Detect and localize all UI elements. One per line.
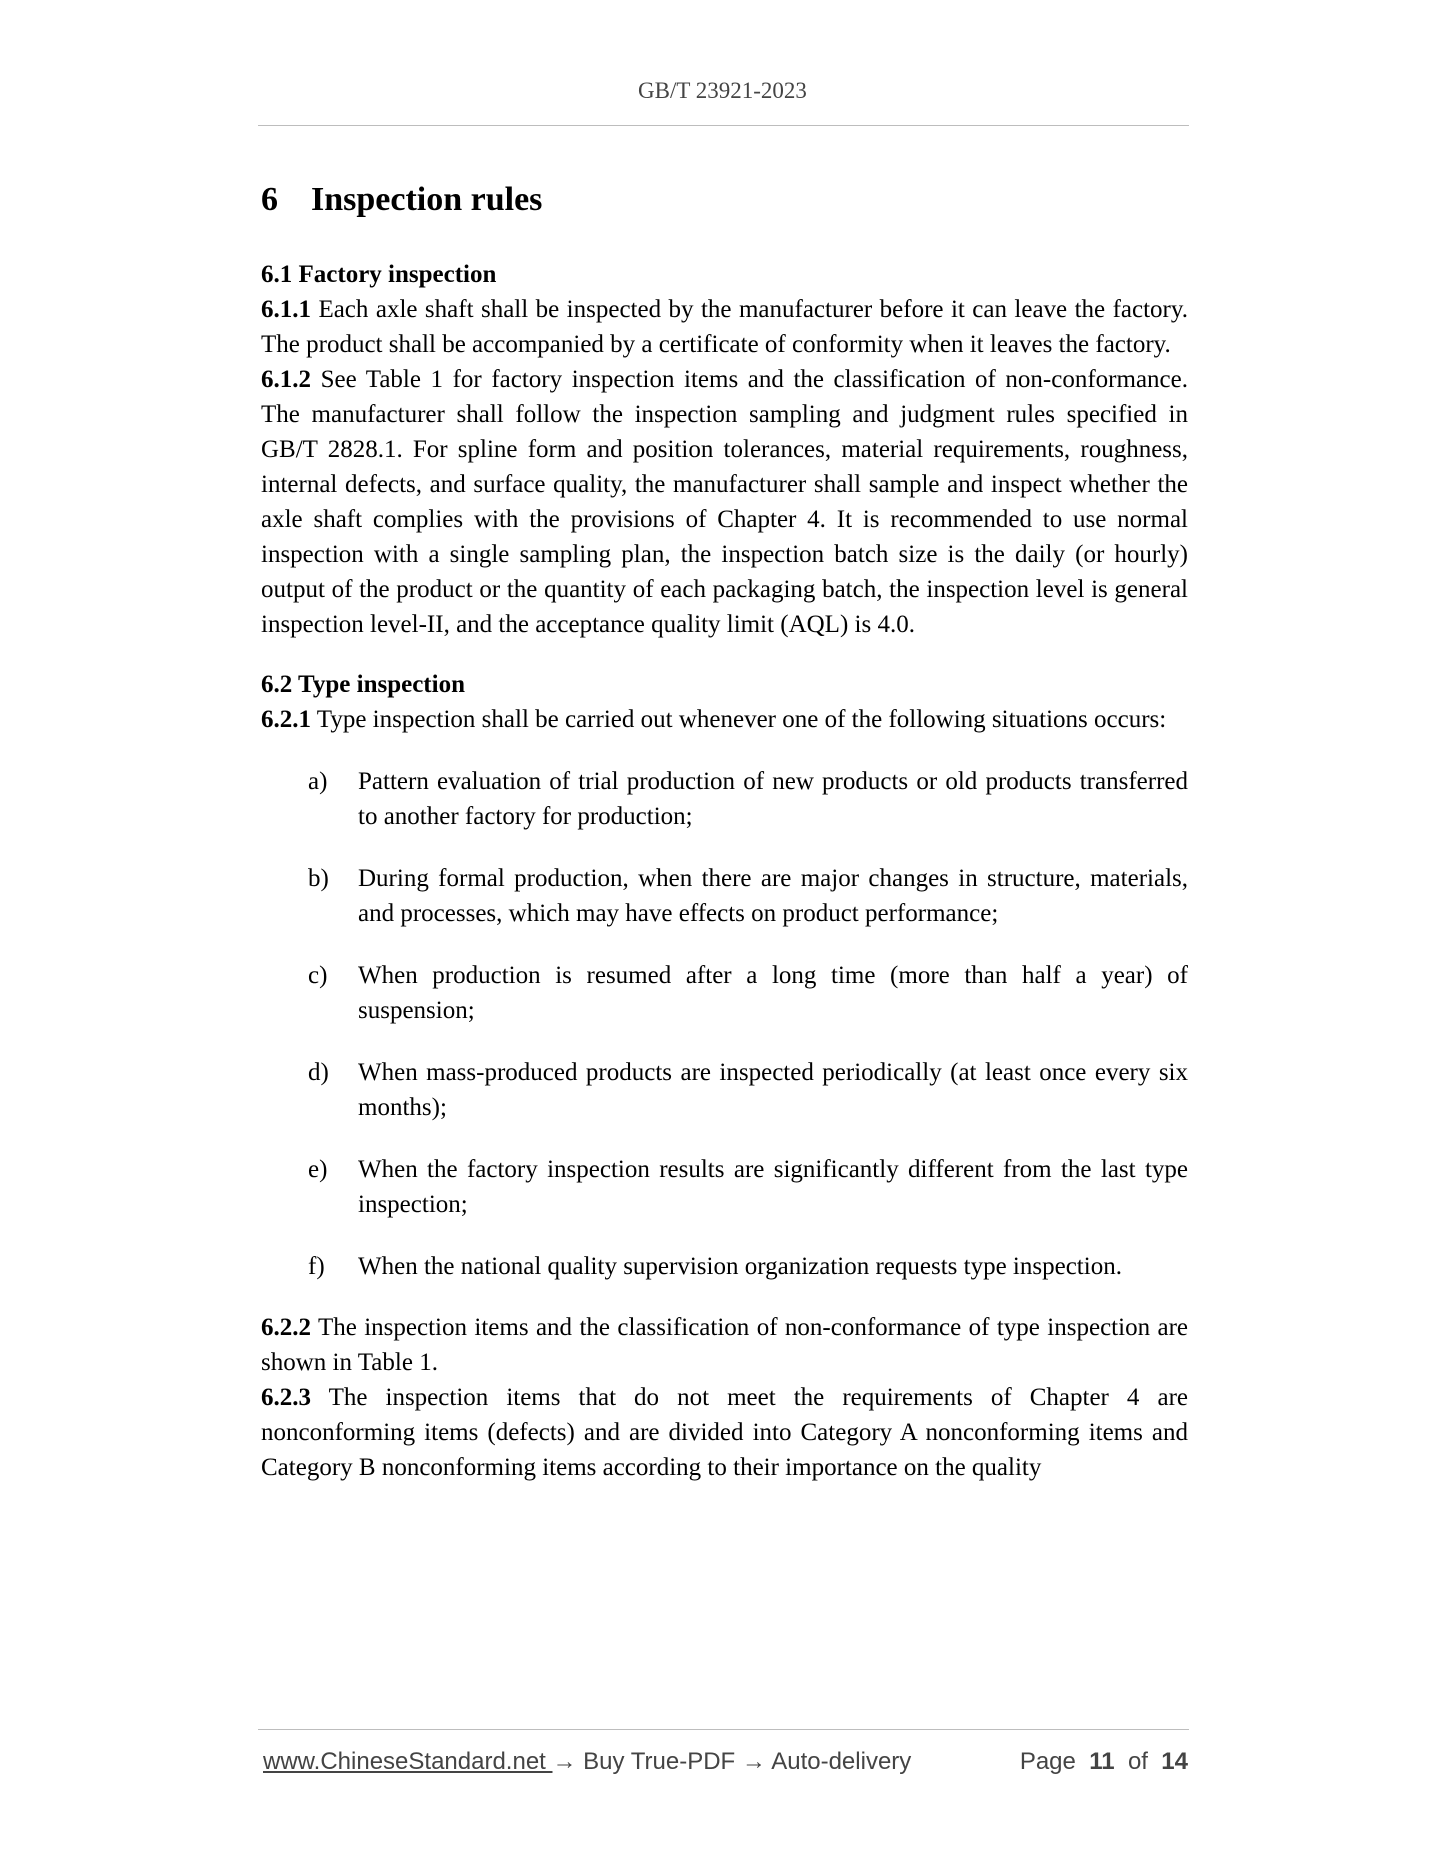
- clause-number: 6.1.2: [261, 366, 311, 393]
- clause-number: 6.2.2: [261, 1314, 311, 1341]
- page-footer: [263, 1748, 1188, 1782]
- of-label: of: [1127, 1748, 1148, 1775]
- section-heading: [261, 178, 1188, 222]
- list-item: [261, 1152, 1188, 1222]
- clause-text: Type inspection shall be carried out whenever one of the following situations occurs:: [311, 706, 1167, 733]
- page-content: [261, 178, 1188, 1485]
- footer-promo: [263, 1748, 911, 1776]
- footer-divider: [258, 1729, 1189, 1730]
- clause-number: 6.2.1: [261, 706, 311, 733]
- header-divider: [258, 125, 1189, 126]
- list-item-text: When the factory inspection results are significantly different from the last type inspection;: [358, 1156, 1188, 1218]
- list-item: [261, 764, 1188, 834]
- clause-text: The inspection items and the classification of non-conformance of type inspection are shown in Table 1.: [261, 1314, 1188, 1376]
- clause-number: 6.2.3: [261, 1384, 311, 1411]
- list-item-text: When the national quality supervision organization requests type inspection.: [358, 1253, 1122, 1280]
- list-item-text: When production is resumed after a long time (more than half a year) of suspension;: [358, 962, 1188, 1024]
- list-item: [261, 958, 1188, 1028]
- situation-list: [261, 764, 1188, 1284]
- list-marker: c): [308, 962, 328, 989]
- clause-text: The inspection items that do not meet the requirements of Chapter 4 are nonconforming items (defects) and are divided into Category A nonconforming items and Category B nonconforming items according to their importance on the quality: [261, 1384, 1188, 1481]
- list-marker: f): [308, 1253, 325, 1280]
- site-link[interactable]: www.ChineseStandard.net: [263, 1748, 553, 1775]
- page-total: 14: [1161, 1748, 1188, 1775]
- subsection-heading-6-2: 6.2 Type inspection: [261, 671, 465, 698]
- section-number: 6: [261, 181, 278, 218]
- clause-text: Each axle shaft shall be inspected by the manufacturer before it can leave the factory. The product shall be accompanied by a certificate of conformity when it leaves the factory.: [261, 296, 1188, 358]
- clause-6-2-3: [261, 1380, 1188, 1485]
- list-item-text: When mass-produced products are inspected periodically (at least once every six months);: [358, 1059, 1188, 1121]
- list-item-text: During formal production, when there are major changes in structure, materials, and processes, which may have effects on product performance;: [358, 865, 1188, 927]
- list-item-text: Pattern evaluation of trial production of new products or old products transferred to another factory for production;: [358, 768, 1188, 830]
- document-id-header: GB/T 23921-2023: [638, 78, 807, 103]
- list-marker: d): [308, 1059, 329, 1086]
- clause-6-1-2: [261, 362, 1188, 642]
- clause-6-2-1: [261, 702, 1188, 737]
- footer-promo-text: → Buy True-PDF → Auto-delivery: [552, 1748, 912, 1775]
- list-marker: a): [308, 768, 328, 795]
- clause-6-2-2: [261, 1310, 1188, 1380]
- subsection-heading-6-1: 6.1 Factory inspection: [261, 261, 497, 288]
- page-indicator: [1020, 1748, 1188, 1776]
- clause-6-1-1: [261, 292, 1188, 362]
- list-item: [261, 861, 1188, 931]
- list-item: [261, 1249, 1188, 1284]
- list-marker: e): [308, 1156, 328, 1183]
- clause-number: 6.1.1: [261, 296, 311, 323]
- page-number: 11: [1089, 1748, 1115, 1775]
- section-title: Inspection rules: [311, 181, 543, 218]
- list-item: [261, 1055, 1188, 1125]
- list-marker: b): [308, 865, 329, 892]
- page-label: Page: [1019, 1748, 1076, 1775]
- clause-text: See Table 1 for factory inspection items and the classification of non-conformance. The manufacturer shall follow the inspection sampling and judgment rules specified in GB/T 2828.1. For spline form and position tolerances, material requirements, roughness, internal defects, and surface quality, the manufacturer shall sample and inspect whether the axle shaft complies with the provisions of Chapter 4. It is recommended to use normal inspection with a single sampling plan, the inspection batch size is the daily (or hourly) output of the product or the quantity of each packaging batch, the inspection level is general inspection level-II, and the acceptance quality limit (AQL) is 4.0.: [261, 366, 1188, 638]
